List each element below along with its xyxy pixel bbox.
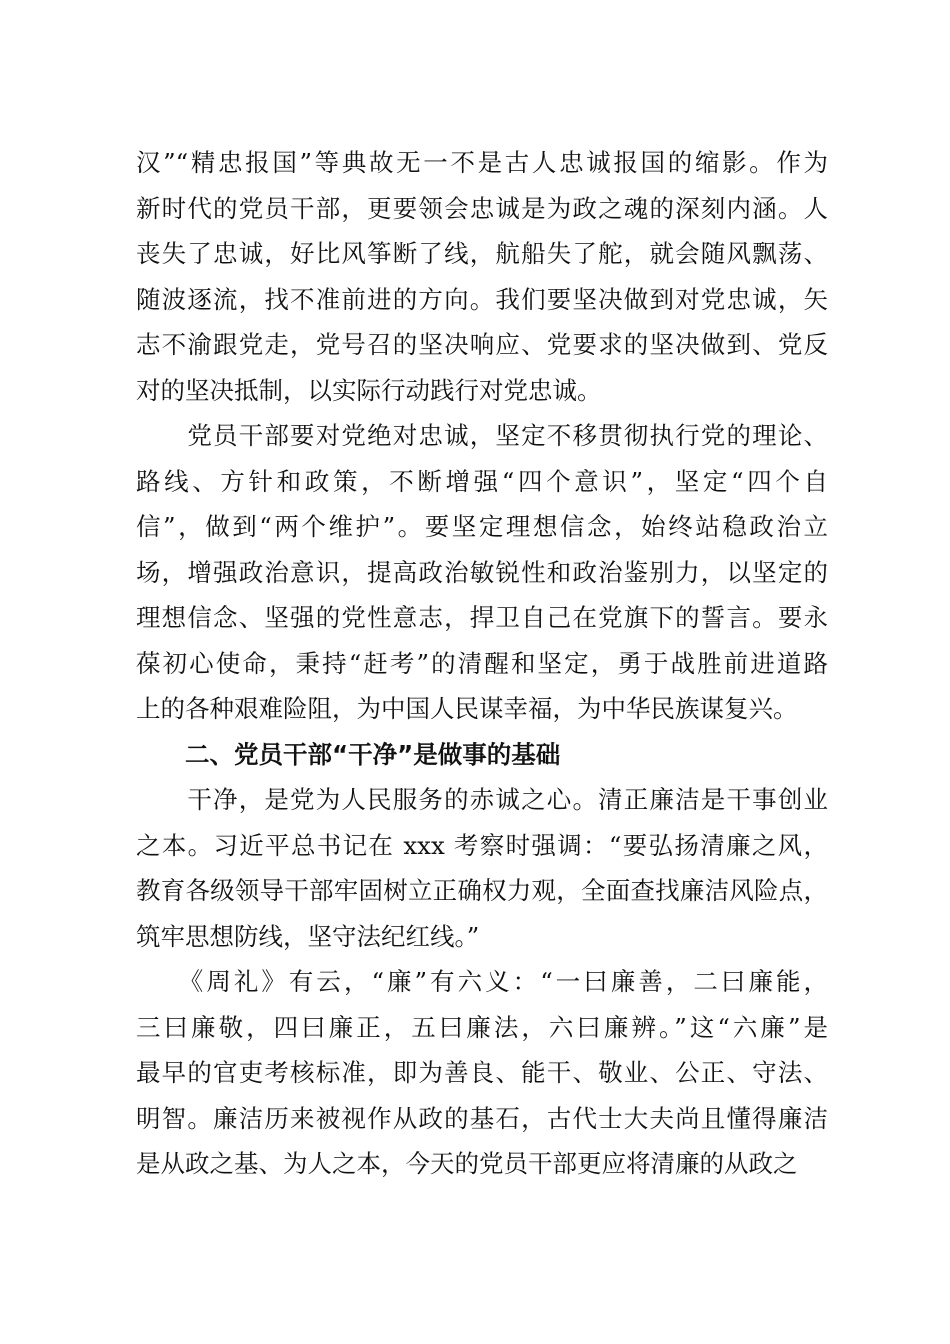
text-line: 最早的官吏考核标准，即为善良、能干、敬业、公正、守法、 xyxy=(136,1058,828,1087)
text-line: 上的各种艰难险阻，为中国人民谋幸福，为中华民族谋复兴。 xyxy=(136,694,798,723)
text-line: 对的坚决抵制，以实际行动践行对党忠诚。 xyxy=(136,375,602,405)
section-heading xyxy=(136,732,828,778)
text-line: 理想信念、坚强的党性意志，捍卫自己在党旗下的誓言。要永 xyxy=(136,603,828,632)
text-line: 信”，做到“两个维护”。要坚定理想信念，始终站稳政治立 xyxy=(136,512,828,541)
text-line: 党员干部要对党绝对忠诚，坚定不移贯彻执行党的理论、 xyxy=(136,421,828,450)
body-paragraph xyxy=(136,777,828,959)
text-line: 汉”“精忠报国”等典故无一不是古人忠诚报国的缩影。作为 xyxy=(136,148,828,177)
text-line: 《周礼》有云，“廉”有六义：“一曰廉善，二曰廉能， xyxy=(136,967,828,996)
text-line: 葆初心使命，秉持“赶考”的清醒和坚定，勇于战胜前进道路 xyxy=(136,648,828,678)
body-paragraph xyxy=(136,959,828,1187)
body-paragraph xyxy=(136,140,828,413)
text-line: 三曰廉敬，四曰廉正，五曰廉法，六曰廉辨。”这“六廉”是 xyxy=(136,1012,828,1042)
text-line: 随波逐流，找不准前进的方向。我们要坚决做到对党忠诚，矢 xyxy=(136,284,828,314)
document-body xyxy=(136,140,828,1187)
text-line: 场，增强政治意识，提高政治敏锐性和政治鉴别力，以坚定的 xyxy=(136,557,828,587)
text-line: 明智。廉洁历来被视作从政的基石，古代士大夫尚且懂得廉洁 xyxy=(136,1103,828,1133)
text-line: 筑牢思想防线，坚守法纪红线。” xyxy=(136,921,480,951)
text-line: 是从政之基、为人之本，今天的党员干部更应将清廉的从政之 xyxy=(136,1149,798,1178)
text-line: 路线、方针和政策，不断增强“四个意识”，坚定“四个自 xyxy=(136,466,828,496)
text-line: 之本。习近平总书记在 xxx 考察时强调：“要弘扬清廉之风， xyxy=(136,830,828,860)
text-line: 志不渝跟党走，党号召的坚决响应、党要求的坚决做到、党反 xyxy=(136,330,828,359)
text-line: 丧失了忠诚，好比风筝断了线，航船失了舵，就会随风飘荡、 xyxy=(136,239,828,268)
text-line: 教育各级领导干部牢固树立正确权力观，全面查找廉洁风险点， xyxy=(136,876,828,905)
text-line: 干净，是党为人民服务的赤诚之心。清正廉洁是干事创业 xyxy=(136,785,828,814)
heading-line: 二、党员干部“干净”是做事的基础 xyxy=(136,739,561,769)
text-line: 新时代的党员干部，更要领会忠诚是为政之魂的深刻内涵。人 xyxy=(136,193,828,223)
body-paragraph xyxy=(136,413,828,732)
